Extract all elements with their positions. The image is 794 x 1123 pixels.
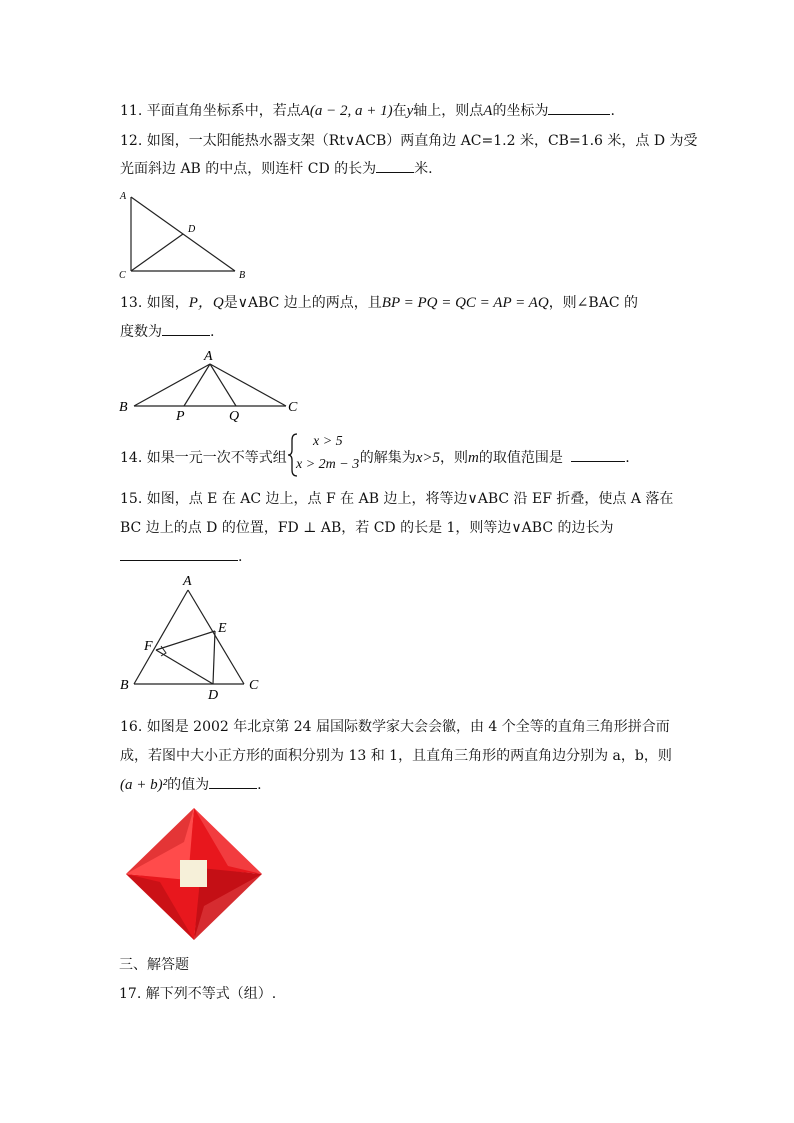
emblem-center-square (180, 860, 207, 887)
q13-label-a: A (204, 349, 213, 364)
q14-number: 14. (120, 450, 143, 466)
q11-text-a: 平面直角坐标系中，若点 (146, 103, 301, 119)
question-14 (120, 447, 630, 469)
q14-text-b: 的解集为 (359, 450, 416, 466)
section-3-title-text: 三、解答题 (119, 957, 189, 973)
question-16-line2 (120, 745, 672, 767)
question-16-line1 (120, 716, 670, 738)
q14-text-d: 的取值范围是 (478, 450, 563, 466)
q13-figure (112, 345, 312, 425)
q14-inequality-1: x > 5 (313, 434, 343, 449)
q16-line3-b: 的值为 (167, 777, 210, 793)
q12-line2-b: 米. (414, 161, 433, 177)
q12-line2-a: 光面斜边 AB 的中点，则连杆 CD 的长为 (120, 161, 377, 177)
q13-equation: BP = PQ = QC = AP = AQ (381, 295, 549, 311)
q13-pq: P，Q (188, 295, 224, 311)
q14-solution: x>5 (415, 450, 440, 466)
q11-text-d: 的坐标为 (492, 103, 549, 119)
section-3-title (119, 954, 189, 976)
q11-answer-blank[interactable] (548, 100, 610, 115)
q13-label-p: P (176, 409, 185, 424)
q15-number: 15. (120, 491, 143, 507)
q16-line2: 成，若图中大小正方形的面积分别为 13 和 1，且直角三角形的两直角边分别为 a，b，则 (120, 748, 672, 764)
q14-answer-blank[interactable] (571, 447, 625, 462)
q12-label-a: A (120, 191, 127, 202)
q15-line2: BC 边上的点 D 的位置，FD ⊥ AB，若 CD 的长是 1，则等边∨ABC 的边长为 (120, 520, 614, 536)
q13-line2-b: . (210, 324, 215, 340)
q11-number: 11. (120, 103, 143, 119)
q14-text-c: ，则 (440, 450, 468, 466)
q17-text: 17. 解下列不等式（组）. (119, 986, 277, 1002)
q13-line1-a: 如图， (146, 295, 189, 311)
question-12-line2 (120, 158, 433, 180)
q13-label-c: C (288, 400, 298, 415)
q15-label-b: B (120, 678, 129, 693)
q11-text-c: 轴上，则点 (413, 103, 484, 119)
question-15-line1 (120, 488, 673, 510)
q15-label-d: D (208, 688, 219, 703)
q12-line1: 如图，一太阳能热水器支架（Rt∨ACB）两直角边 AC=1.2 米，CB=1.6 米，点 D 为受 (146, 133, 698, 149)
q16-answer-blank[interactable] (209, 774, 257, 789)
q16-expression: (a + b)² (120, 777, 168, 793)
q13-line2-a: 度数为 (120, 324, 162, 340)
q15-label-f: F (144, 639, 153, 654)
q14-end: . (625, 450, 630, 466)
q12-figure (110, 185, 260, 280)
q13-number: 13. (120, 295, 143, 311)
q11-axis-var: y (406, 103, 414, 119)
q16-end: . (257, 777, 262, 793)
question-15-line3 (120, 546, 242, 568)
question-15-line2 (120, 517, 614, 539)
q13-label-b: B (119, 400, 128, 415)
q15-label-c: C (249, 678, 259, 693)
q15-figure (112, 568, 272, 703)
q15-label-a: A (183, 574, 192, 589)
q14-m-var: m (468, 450, 479, 466)
q14-inequality-system (287, 432, 362, 478)
q11-point-var: A (483, 103, 493, 119)
q14-inequality-2: x > 2m − 3 (296, 457, 360, 472)
q13-line1-b: 是∨ABC 边上的两点，且 (223, 295, 382, 311)
q12-number: 12. (120, 133, 143, 149)
question-16-line3 (120, 774, 262, 796)
question-13-line2 (120, 321, 214, 343)
q16-line1: 如图是 2002 年北京第 24 届国际数学家大会会徽，由 4 个全等的直角三角形拼合而 (146, 719, 670, 735)
q13-answer-blank[interactable] (162, 321, 210, 336)
q14-text-a: 如果一元一次不等式组 (146, 450, 287, 466)
q12-label-c: C (119, 270, 126, 280)
q11-text-b: 在 (392, 103, 407, 119)
question-13-line1 (120, 292, 638, 314)
q16-emblem-figure (124, 806, 264, 942)
q13-line1-c: ，则∠BAC 的 (548, 295, 638, 311)
q11-end: . (610, 103, 615, 119)
q16-number: 16. (120, 719, 143, 735)
q11-point-expr: A(a − 2, a + 1) (300, 103, 393, 119)
q12-label-b: B (239, 270, 246, 280)
q12-answer-blank[interactable] (376, 158, 414, 173)
q15-answer-blank[interactable] (120, 546, 238, 561)
q15-label-e: E (218, 621, 227, 636)
q13-label-q: Q (229, 409, 240, 424)
q15-end: . (238, 549, 243, 565)
question-11 (120, 100, 615, 122)
question-12-line1 (120, 130, 698, 152)
q15-line1: 如图，点 E 在 AC 边上，点 F 在 AB 边上，将等边∨ABC 沿 EF 折叠，使点 A 落在 (146, 491, 674, 507)
question-17 (119, 983, 276, 1005)
q12-label-d: D (188, 224, 196, 235)
